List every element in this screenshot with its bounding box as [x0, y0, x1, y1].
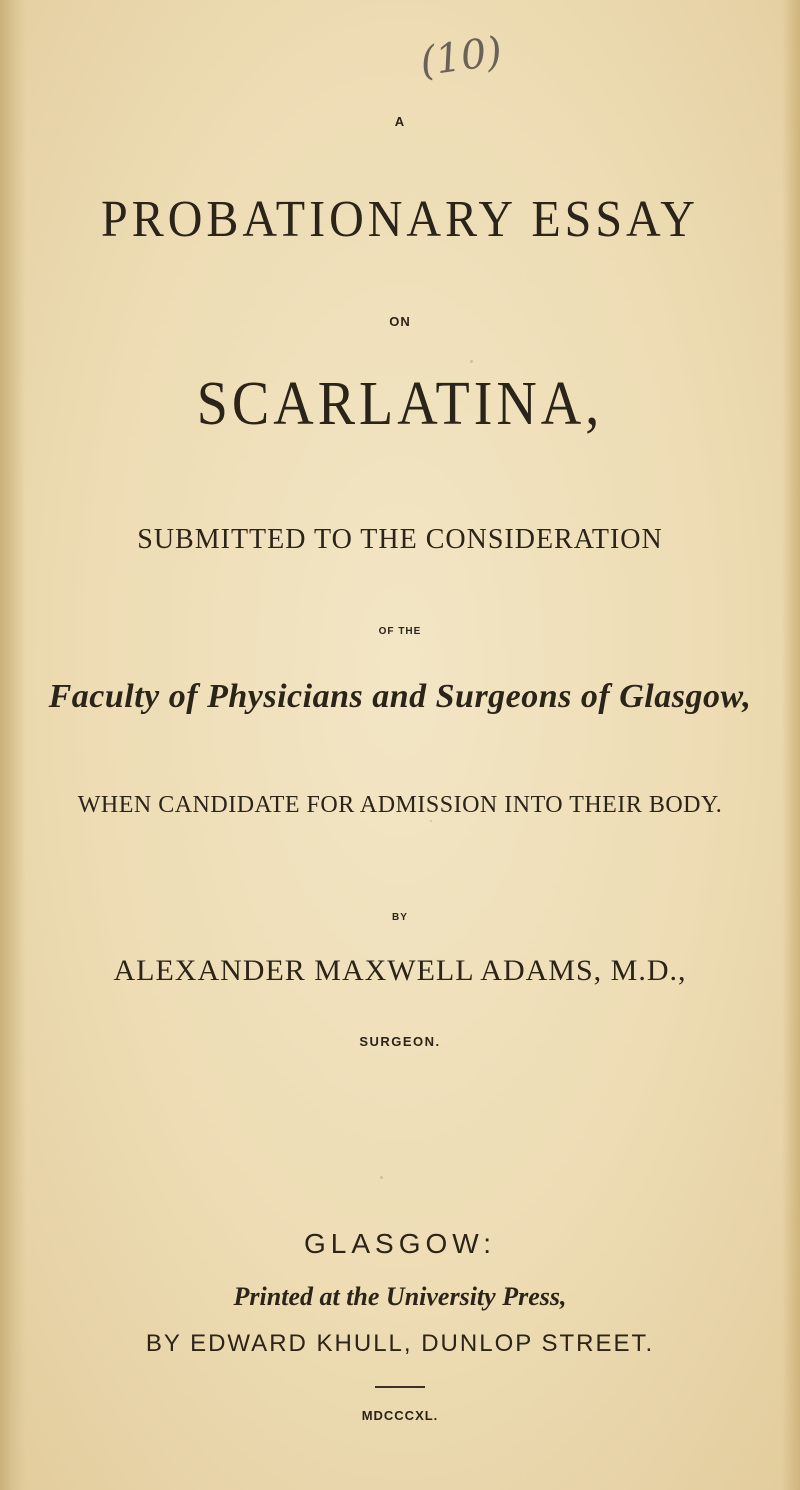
imprint-printer: BY EDWARD KHULL, DUNLOP STREET. [145, 1330, 655, 1357]
article-label: A [394, 114, 406, 129]
author-title: SURGEON. [359, 1034, 441, 1049]
foxing-spot [470, 360, 473, 363]
handwritten-shelf-note: (10) [417, 28, 505, 86]
essay-subject: SCARLATINA, [196, 369, 604, 439]
on-label: ON [389, 314, 411, 329]
foxing-spot [380, 1176, 383, 1179]
foxing-spot [430, 820, 432, 822]
candidacy-line: WHEN CANDIDATE FOR ADMISSION INTO THEIR BODY. [77, 792, 723, 818]
author-name: ALEXANDER MAXWELL ADAMS, M.D., [113, 954, 687, 987]
imprint-printed-at: Printed at the University Press, [233, 1282, 567, 1311]
essay-title: PROBATIONARY ESSAY [101, 190, 699, 249]
imprint-city: GLASGOW: [304, 1228, 496, 1259]
by-label: BY [392, 912, 408, 923]
of-the-label: OF THE [378, 626, 422, 637]
imprint-date: MDCCCXL. [361, 1408, 439, 1423]
submitted-line: SUBMITTED TO THE CONSIDERATION [137, 524, 663, 555]
faculty-name: Faculty of Physicians and Surgeons of Glasgow, [48, 678, 752, 715]
imprint-divider [375, 1386, 425, 1388]
